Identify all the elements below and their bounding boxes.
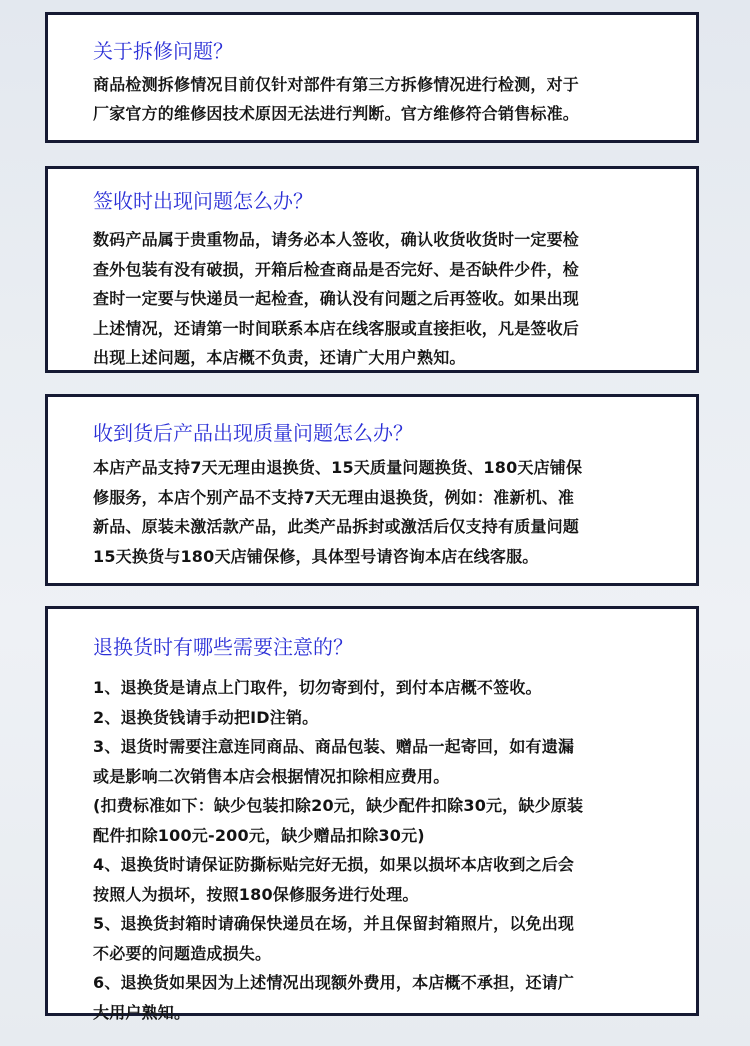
answer-line: 数码产品属于贵重物品，请务必本人签收，确认收货收货时一定要检 xyxy=(93,230,580,249)
answer-line: 6、退换货如果因为上述情况出现额外费用，本店概不承担，还请广 xyxy=(93,973,575,992)
answer-line: 查外包装有没有破损，开箱后检查商品是否完好、是否缺件少件，检 xyxy=(93,259,580,279)
answer-line: 新品、原装未激活款产品，此类产品拆封或激活后仅支持有质量问题 xyxy=(93,517,580,536)
answer-line: 15天换货与180天店铺保修，具体型号请咨询本店在线客服。 xyxy=(93,546,539,566)
answer-line: 商品检测拆修情况目前仅针对部件有第三方拆修情况进行检测，对于 xyxy=(93,75,580,94)
answer-line: (扣费标准如下：缺少包装扣除20元，缺少配件扣除30元，缺少原装 xyxy=(93,796,584,815)
faq-answer xyxy=(93,70,666,128)
answer-line: 上述情况，还请第一时间联系本店在线客服或直接拒收，凡是签收后 xyxy=(93,318,580,338)
faq-title: 关于拆修问题？ xyxy=(93,39,233,63)
faq-answer xyxy=(93,453,666,571)
answer-line: 2、退换货钱请手动把ID注销。 xyxy=(93,707,319,727)
answer-line: 不必要的问题造成损失。 xyxy=(93,943,272,963)
answer-line: 本店产品支持7天无理由退换货、15天质量问题换货、180天店铺保 xyxy=(93,458,583,477)
faq-answer xyxy=(93,225,666,373)
answer-line: 修服务，本店个别产品不支持7天无理由退换货，例如：准新机、准 xyxy=(93,487,575,507)
faq-answer xyxy=(93,673,666,1027)
answer-line: 大用户熟知。 xyxy=(93,1002,191,1022)
faq-card-quality xyxy=(45,394,699,586)
answer-line: 或是影响二次销售本店会根据情况扣除相应费用。 xyxy=(93,766,450,786)
answer-line: 5、退换货封箱时请确保快递员在场，并且保留封箱照片，以免出现 xyxy=(93,914,575,933)
answer-line: 按照人为损坏，按照180保修服务进行处理。 xyxy=(93,884,419,904)
faq-title: 收到货后产品出现质量问题怎么办？ xyxy=(93,421,413,445)
answer-line: 查时一定要与快递员一起检查，确认没有问题之后再签收。如果出现 xyxy=(93,289,580,308)
answer-line: 配件扣除100元-200元，缺少赠品扣除30元) xyxy=(93,825,425,845)
answer-line: 4、退换货时请保证防撕标贴完好无损，如果以损坏本店收到之后会 xyxy=(93,855,575,874)
faq-card-repair xyxy=(45,12,699,143)
faq-title: 退换货时有哪些需要注意的？ xyxy=(93,635,353,659)
faq-card-signing xyxy=(45,166,699,373)
answer-line: 1、退换货是请点上门取件，切勿寄到付，到付本店概不签收。 xyxy=(93,678,542,697)
answer-line: 出现上述问题，本店概不负责，还请广大用户熟知。 xyxy=(93,348,466,367)
faq-card-return xyxy=(45,606,699,1022)
faq-title: 签收时出现问题怎么办？ xyxy=(93,189,313,213)
answer-line: 厂家官方的维修因技术原因无法进行判断。官方维修符合销售标准。 xyxy=(93,104,580,123)
answer-line: 3、退货时需要注意连同商品、商品包装、赠品一起寄回，如有遗漏 xyxy=(93,737,575,756)
